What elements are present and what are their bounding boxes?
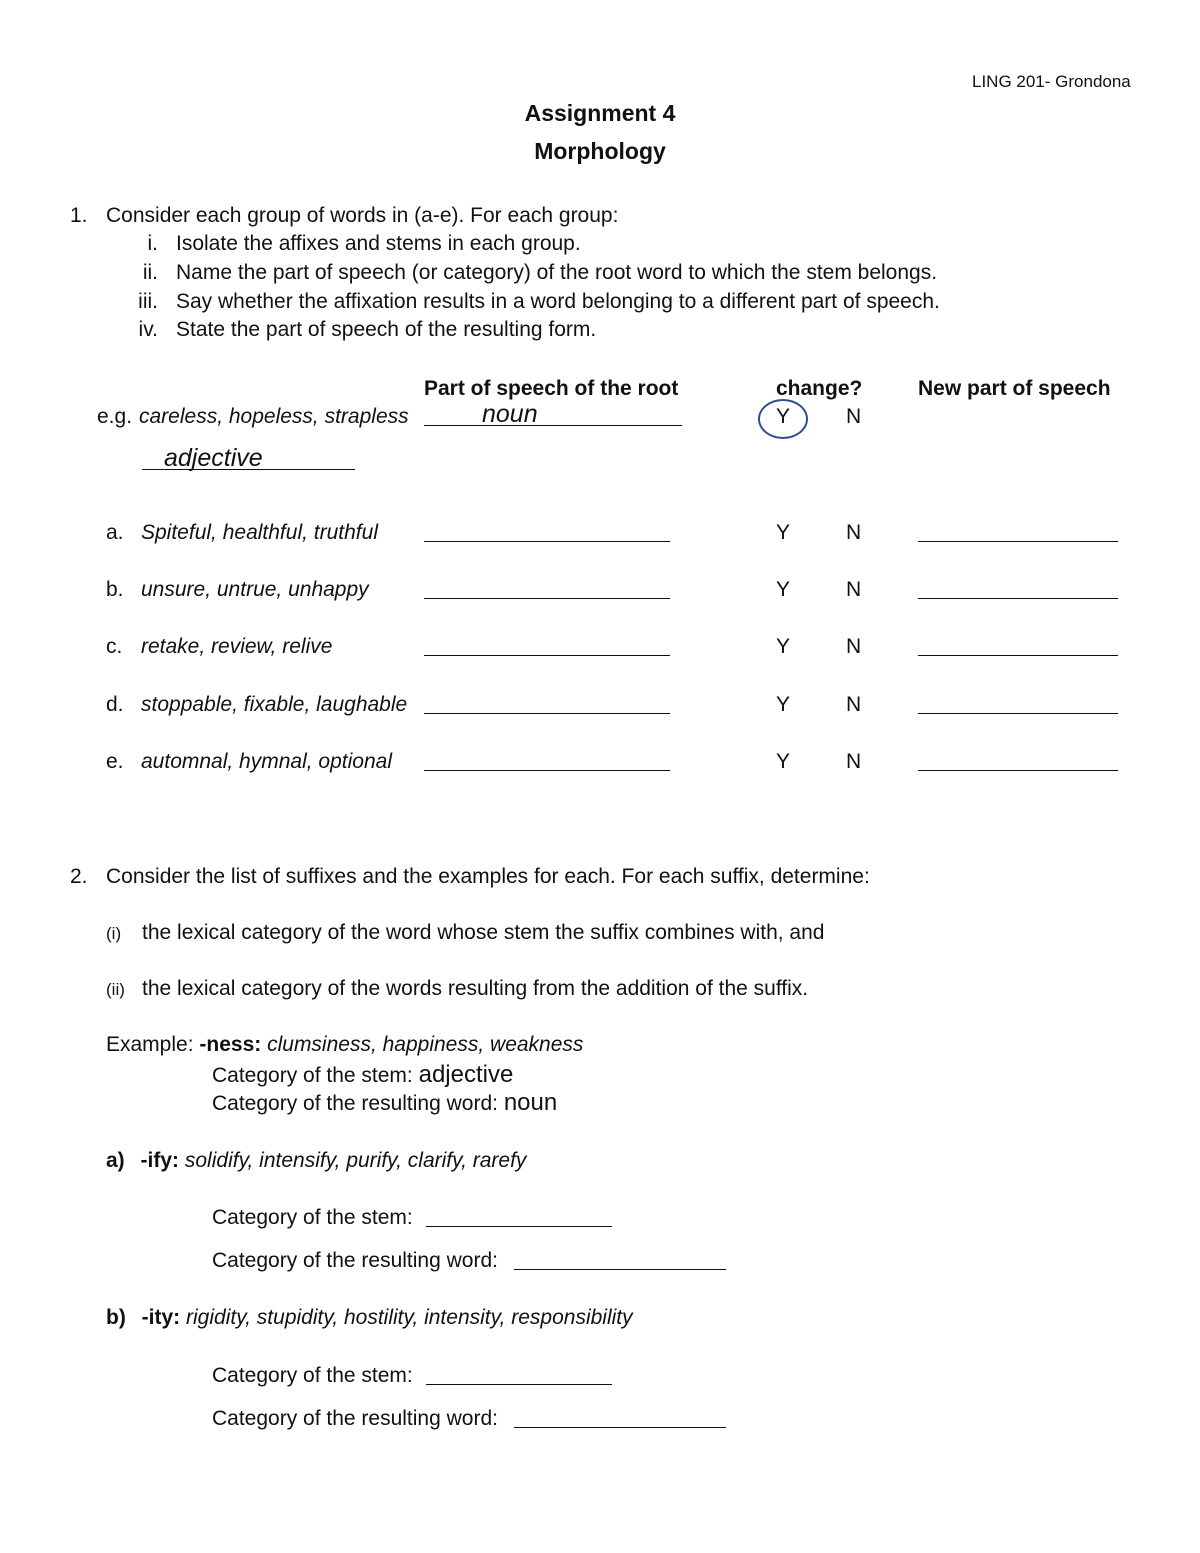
q2-item — [106, 1148, 526, 1174]
item-no[interactable]: N — [846, 750, 862, 773]
q1-step-text: Name the part of speech (or category) of the root word to which the stem belongs. — [176, 261, 938, 284]
item-words: retake, review, relive — [141, 635, 333, 658]
new-pos-blank[interactable] — [918, 598, 1118, 599]
assignment-subtitle: Morphology — [534, 138, 666, 164]
q2-item-words: rigidity, stupidity, hostility, intensity, responsibility — [186, 1306, 633, 1329]
root-answer-blank[interactable] — [424, 655, 670, 656]
q2-example-stem — [212, 1062, 513, 1089]
q2-example-suffix: -ness: — [199, 1033, 262, 1056]
item-yes[interactable]: Y — [776, 578, 791, 601]
item-words: automnal, hymnal, optional — [141, 750, 392, 773]
q1-step-text: Say whether the affixation results in a word belonging to a different part of speech. — [176, 290, 940, 313]
example-label: e.g. — [97, 405, 133, 428]
item-yes[interactable]: Y — [776, 635, 791, 658]
result-category-label: Category of the resulting word: — [212, 1249, 498, 1272]
q2-number: 2. — [70, 865, 88, 888]
example-yes[interactable]: Y — [776, 405, 791, 428]
root-answer-blank[interactable] — [424, 541, 670, 542]
q2-part-text: the lexical category of the words resulting from the addition of the suffix. — [142, 977, 809, 1000]
example-root-answer: noun — [482, 400, 538, 428]
q1-step-num: iii. — [138, 290, 158, 313]
q2-part-num: (i) — [106, 924, 122, 943]
q2-example-stem-answer: adjective — [418, 1061, 514, 1088]
item-yes[interactable]: Y — [776, 693, 791, 716]
q1-prompt: Consider each group of words in (a-e). For each group: — [106, 204, 619, 227]
course-header: LING 201- Grondona — [972, 72, 1131, 91]
example-words: careless, hopeless, strapless — [139, 405, 409, 428]
result-category-blank[interactable] — [514, 1269, 726, 1270]
assignment-title: Assignment 4 — [524, 100, 676, 126]
q2-item — [106, 1305, 633, 1331]
root-answer-blank[interactable] — [424, 770, 670, 771]
q2-item-suffix: -ity: — [141, 1306, 181, 1329]
q2-part-num: (ii) — [106, 980, 125, 999]
result-category-label: Category of the resulting word: — [212, 1407, 498, 1430]
new-pos-blank[interactable] — [918, 713, 1118, 714]
q2-item-suffix: -ify: — [140, 1149, 180, 1172]
item-yes[interactable]: Y — [776, 521, 791, 544]
q1-step-num: ii. — [142, 261, 158, 284]
q1-step-num: iv. — [138, 318, 158, 341]
item-no[interactable]: N — [846, 635, 862, 658]
q1-step-num: i. — [147, 232, 158, 255]
root-answer-blank[interactable] — [424, 713, 670, 714]
new-pos-blank[interactable] — [918, 655, 1118, 656]
column-root-header: Part of speech of the root — [424, 377, 679, 400]
item-letter: d. — [106, 693, 124, 716]
new-pos-blank[interactable] — [918, 541, 1118, 542]
column-new-pos-header: New part of speech — [918, 377, 1111, 400]
stem-category-blank[interactable] — [426, 1384, 612, 1385]
item-no[interactable]: N — [846, 693, 862, 716]
item-words: Spiteful, healthful, truthful — [141, 521, 378, 544]
item-words: stoppable, fixable, laughable — [141, 693, 408, 716]
new-pos-blank[interactable] — [918, 770, 1118, 771]
q2-part-text: the lexical category of the word whose stem the suffix combines with, and — [142, 921, 825, 944]
item-words: unsure, untrue, unhappy — [141, 578, 369, 601]
item-no[interactable]: N — [846, 521, 862, 544]
item-letter: b. — [106, 578, 124, 601]
q2-item-letter: b) — [106, 1306, 126, 1329]
q1-step-text: State the part of speech of the resulting form. — [176, 318, 597, 341]
item-letter: a. — [106, 521, 124, 544]
q1-step-text: Isolate the affixes and stems in each group. — [176, 232, 581, 255]
column-change-header: change? — [776, 377, 863, 400]
result-category-blank[interactable] — [514, 1427, 726, 1428]
example-root-answer-line[interactable] — [424, 425, 682, 426]
stem-category-label: Category of the stem: — [212, 1206, 413, 1229]
q2-example-label: Example: — [106, 1033, 194, 1056]
q1-number: 1. — [70, 204, 88, 227]
example-new-answer: adjective — [164, 444, 263, 472]
q2-example-result-label: Category of the resulting word: — [212, 1092, 498, 1115]
item-letter: e. — [106, 750, 124, 773]
stem-category-label: Category of the stem: — [212, 1364, 413, 1387]
item-yes[interactable]: Y — [776, 750, 791, 773]
q2-item-letter: a) — [106, 1149, 125, 1172]
q2-example-line — [106, 1032, 583, 1058]
root-answer-blank[interactable] — [424, 598, 670, 599]
stem-category-blank[interactable] — [426, 1226, 612, 1227]
q2-prompt: Consider the list of suffixes and the examples for each. For each suffix, determine: — [106, 865, 870, 888]
q2-example-result-answer: noun — [503, 1089, 558, 1116]
q2-example-stem-label: Category of the stem: — [212, 1064, 413, 1087]
item-letter: c. — [106, 635, 123, 658]
q2-example-result — [212, 1090, 557, 1117]
example-no[interactable]: N — [846, 405, 862, 428]
item-no[interactable]: N — [846, 578, 862, 601]
q2-item-words: solidify, intensify, purify, clarify, rarefy — [184, 1149, 527, 1172]
q2-example-words: clumsiness, happiness, weakness — [267, 1033, 584, 1056]
